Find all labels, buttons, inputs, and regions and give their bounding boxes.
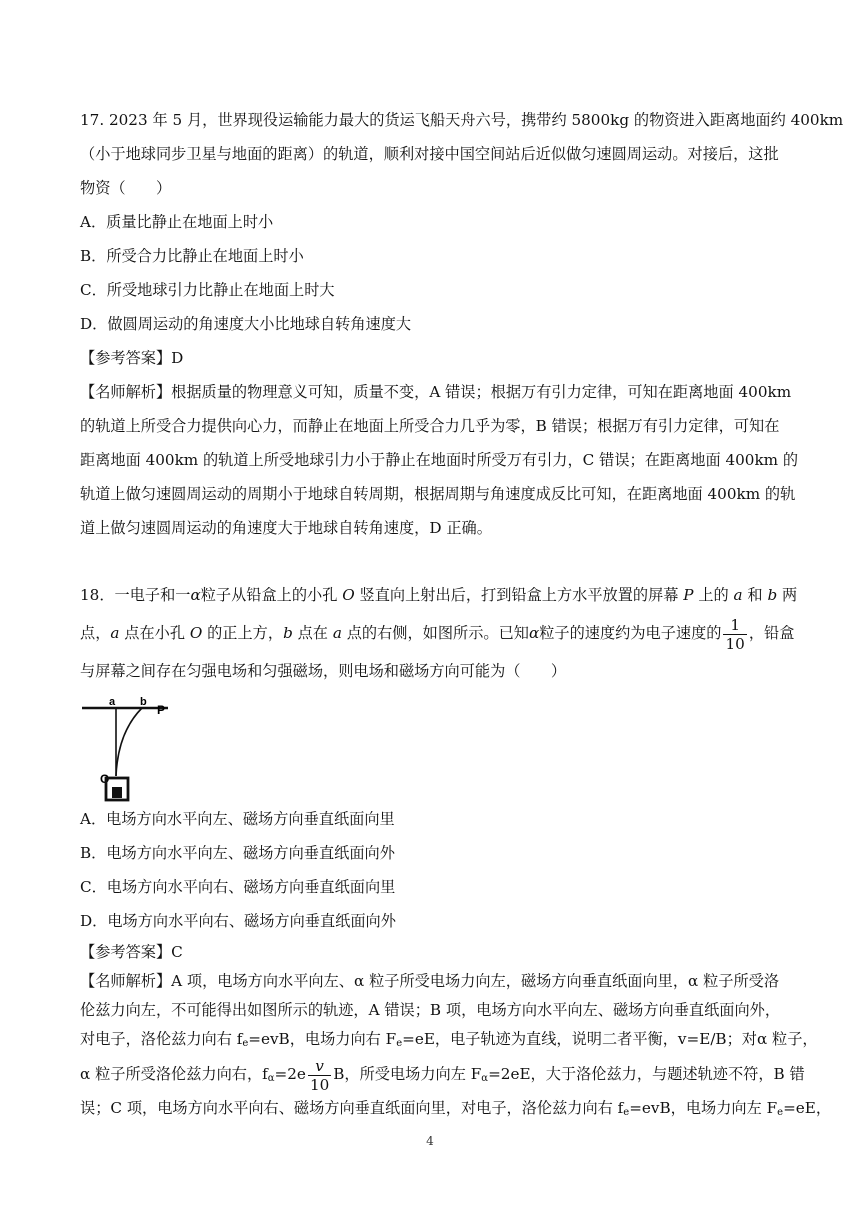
- reference-answer: 【参考答案】C: [80, 943, 183, 961]
- option-c: C．所受地球引力比静止在地面上时大: [80, 281, 335, 299]
- page-number: 4: [426, 1134, 434, 1148]
- question-17-stem-line: 17. 2023 年 5 月，世界现役运输能力最大的货运飞船天舟六号，携带约 5800kg 的物资进入距离地面约 400km: [80, 111, 844, 129]
- analysis-line: 道上做匀速圆周运动的角速度大于地球自转角速度，D 正确。: [80, 519, 492, 537]
- label-a: a: [109, 696, 116, 708]
- option-a: A．电场方向水平向左、磁场方向垂直纸面向里: [80, 810, 395, 828]
- label-o: O: [100, 772, 110, 786]
- fraction: $\frac{v}{10}$: [309, 1056, 330, 1094]
- question-17-stem-line: 物资（ ）: [80, 179, 172, 197]
- question-18-options: [80, 802, 780, 938]
- question-17-stem-line: （小于地球同步卫星与地面的距离）的轨道，顺利对接中国空间站后近似做匀速圆周运动。对接后，这批: [80, 145, 779, 163]
- trajectory-diagram: [80, 692, 190, 804]
- analysis-line: 误；C 项，电场方向水平向右、磁场方向垂直纸面向里，对电子，洛伦兹力向右 $f_e=evB$，电场力向左 $F_e=eE$，: [80, 1099, 832, 1118]
- question-18-stem: [80, 578, 798, 688]
- question-18-stem-line: 点，a 点在小孔 O 的正上方，b 点在 a 点的右侧，如图所示。已知α粒子的速度约为电子速度的 $\frac{1}{10}$ ，铅盒: [80, 615, 795, 653]
- radioactive-source: [112, 787, 122, 798]
- option-d: D．做圆周运动的角速度大小比地球自转角速度大: [80, 315, 412, 333]
- question-18-stem-line: 与屏幕之间存在匀强电场和匀强磁场，则电场和磁场方向可能为（ ）: [80, 662, 566, 680]
- analysis-line: 轨道上做匀速圆周运动的周期小于地球自转周期，根据周期与角速度成反比可知，在距离地面 400km 的轨: [80, 485, 796, 503]
- analysis-line: 距离地面 400km 的轨道上所受地球引力小于静止在地面时所受万有引力，C 错误；在距离地面 400km 的: [80, 451, 799, 469]
- analysis-line: 【名师解析】A 项，电场方向水平向左、α 粒子所受电场力向左，磁场方向垂直纸面向里，α 粒子所受洛: [80, 972, 780, 990]
- label-b: b: [140, 696, 147, 708]
- lead-box-figure: [80, 692, 190, 804]
- option-b: B．所受合力比静止在地面上时小: [80, 247, 304, 265]
- label-p: P: [157, 703, 166, 717]
- analysis-line: 对电子，洛伦兹力向右 $f_e=evB$，电场力向右 $F_e=eE$，电子轨迹为直线，说明二者平衡，v=E/B；对α 粒子，: [80, 1030, 818, 1049]
- option-b: B．电场方向水平向左、磁场方向垂直纸面向外: [80, 844, 395, 862]
- analysis-line: 的轨道上所受合力提供向心力，而静止在地面上所受合力几乎为零，B 错误；根据万有引力定律，可知在: [80, 417, 780, 435]
- option-a: A．质量比静止在地面上时小: [80, 213, 274, 231]
- fraction: $\frac{1}{10}$: [725, 615, 745, 653]
- alpha-trajectory: [116, 708, 142, 776]
- question-17: [80, 103, 844, 545]
- analysis-line: 伦兹力向左，不可能得出如图所示的轨迹，A 错误；B 项，电场方向水平向左、磁场方向垂直纸面向外，: [80, 1001, 781, 1019]
- question-18-analysis: [80, 938, 832, 1123]
- analysis-line: α 粒子所受洛伦兹力向右，$f_\alpha=2e$ $\frac{v}{10}$ B，所受电场力向左 $F_\alpha=2eE$，大于洛伦兹力，与题述轨迹不符，B 错: [80, 1056, 805, 1094]
- option-d: D．电场方向水平向右、磁场方向垂直纸面向外: [80, 912, 396, 930]
- reference-answer: 【参考答案】D: [80, 349, 184, 367]
- question-18-stem-line: 18．一电子和一α粒子从铅盒上的小孔 O 竖直向上射出后，打到铅盒上方水平放置的屏幕 P 上的 a 和 b 两: [80, 586, 798, 604]
- analysis-line: 【名师解析】根据质量的物理意义可知，质量不变，A 错误；根据万有引力定律，可知在距离地面 400km: [80, 383, 792, 401]
- option-c: C．电场方向水平向右、磁场方向垂直纸面向里: [80, 878, 396, 896]
